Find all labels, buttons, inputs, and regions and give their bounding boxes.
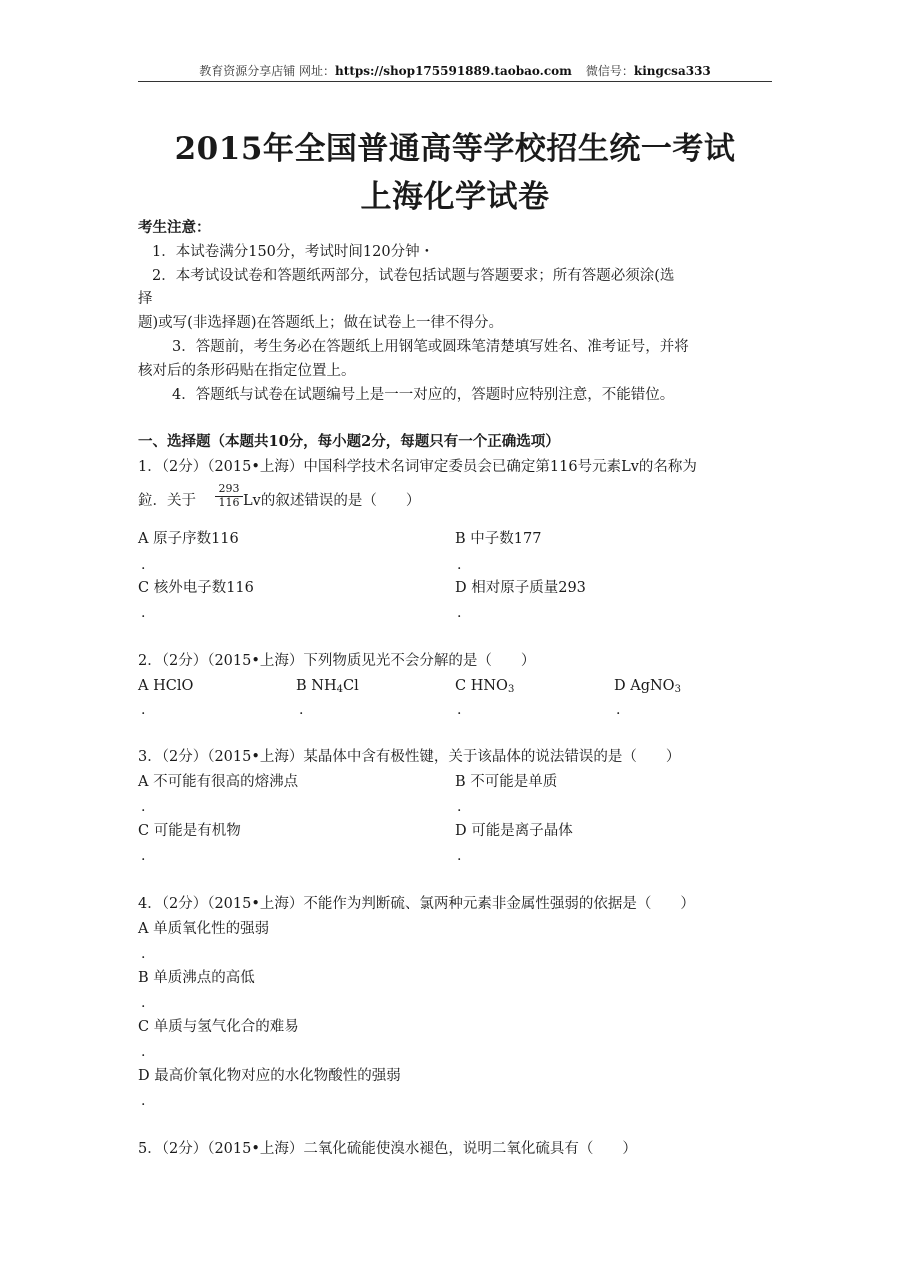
q2-d-formula: D AgNO [614, 678, 675, 694]
q2-b-subscript: 4 [336, 684, 343, 695]
notice-item-3: 3．答题前，考生务必在答题纸上用钢笔或圆珠笔清楚填写姓名、准考证号，并将 [172, 339, 689, 355]
q2-b-formula: B NH [296, 678, 337, 694]
q4-dot-c: . [141, 1044, 146, 1060]
q4-stem: 4．（2分）（2015•上海）不能作为判断硫、氯两种元素非金属性强弱的依据是（ ） [138, 896, 695, 912]
header-wechat-label: 微信号： [585, 64, 634, 78]
q3-dot-d: . [457, 848, 462, 864]
q2-option-d[interactable] [614, 676, 681, 700]
notice-item-4: 4．答题纸与试卷在试题编号上是一一对应的，答题时应特别注意，不能错位。 [172, 387, 675, 403]
q3-option-d[interactable]: D 可能是离子晶体 [455, 823, 573, 839]
page-header [138, 62, 772, 79]
q4-option-b[interactable]: B 单质沸点的高低 [138, 970, 255, 986]
q1-dot-b: . [457, 557, 462, 573]
notice-heading: 考生注意： [138, 219, 211, 236]
q1-dot-d: . [457, 605, 462, 621]
mass-number: 293 [215, 483, 243, 497]
q1-stem-pre: 鉝．关于 [138, 493, 196, 509]
q1-stem: 1．（2分）（2015•上海）中国科学技术名词审定委员会已确定第116号元素Lv的名称为 [138, 459, 697, 475]
notice-item-2: 2．本考试设试卷和答题纸两部分，试卷包括试题与答题要求；所有答题必须涂(选 [152, 268, 675, 284]
q1-stem-post: Lv的叙述错误的是（ ） [243, 493, 421, 509]
q2-dot-d: . [616, 702, 621, 718]
q2-b-formula-end: Cl [342, 678, 359, 694]
q3-stem: 3．（2分）（2015•上海）某晶体中含有极性键，关于该晶体的说法错误的是（ ） [138, 749, 681, 765]
q4-dot-b: . [141, 995, 146, 1011]
q2-dot-b: . [299, 702, 304, 718]
q2-d-subscript: 3 [674, 684, 681, 695]
header-wechat: kingcsa333 [633, 64, 711, 78]
atomic-number: 116 [218, 496, 240, 509]
q2-option-c[interactable] [455, 676, 514, 700]
q3-option-a[interactable]: A 不可能有很高的熔沸点 [138, 774, 299, 790]
q3-option-c[interactable]: C 可能是有机物 [138, 823, 241, 839]
header-url[interactable]: https://shop175591889.taobao.com [335, 64, 572, 78]
nuclide-notation [215, 483, 243, 509]
q2-stem: 2．（2分）（2015•上海）下列物质见光不会分解的是（ ） [138, 653, 536, 669]
q2-c-formula: C HNO [455, 678, 508, 694]
exam-subtitle: 上海化学试卷 [360, 179, 550, 215]
q1-option-d[interactable]: D 相对原子质量293 [455, 580, 586, 596]
header-shop: 教育资源分享店铺 网址： [199, 64, 336, 78]
q1-option-b[interactable]: B 中子数177 [455, 531, 542, 547]
q1-dot-a: . [141, 557, 146, 573]
notice-item-1: 1．本试卷满分150分，考试时间120分钟・ [152, 244, 435, 260]
q3-dot-c: . [141, 848, 146, 864]
q2-option-a[interactable]: A HClO [138, 678, 194, 694]
q2-dot-c: . [457, 702, 462, 718]
header-divider [138, 81, 772, 82]
notice-item-2-wrap: 择 [138, 291, 153, 307]
q3-dot-b: . [457, 799, 462, 815]
q5-stem: 5．（2分）（2015•上海）二氧化硫能使溴水褪色，说明二氧化硫具有（ ） [138, 1141, 637, 1157]
section-heading: 一、选择题（本题共10分，每小题2分，每题只有一个正确选项） [138, 433, 560, 450]
q1-dot-c: . [141, 605, 146, 621]
q4-dot-a: . [141, 946, 146, 962]
q2-c-subscript: 3 [507, 684, 515, 695]
exam-title: 2015年全国普通高等学校招生统一考试 [174, 131, 736, 167]
q4-option-c[interactable]: C 单质与氢气化合的难易 [138, 1019, 299, 1035]
q4-dot-d: . [141, 1093, 146, 1109]
q2-option-b[interactable] [296, 676, 359, 700]
notice-item-2-cont: 题)或写(非选择题)在答题纸上；做在试卷上一律不得分。 [138, 315, 503, 331]
q4-option-d[interactable]: D 最高价氧化物对应的水化物酸性的强弱 [138, 1068, 401, 1084]
q1-option-c[interactable]: C 核外电子数116 [138, 580, 254, 596]
q4-option-a[interactable]: A 单质氧化性的强弱 [138, 921, 270, 937]
q3-dot-a: . [141, 799, 146, 815]
q2-dot-a: . [141, 702, 146, 718]
q1-option-a[interactable]: A 原子序数116 [138, 531, 239, 547]
notice-item-3-cont: 核对后的条形码贴在指定位置上。 [138, 363, 356, 379]
q3-option-b[interactable]: B 不可能是单质 [455, 774, 558, 790]
